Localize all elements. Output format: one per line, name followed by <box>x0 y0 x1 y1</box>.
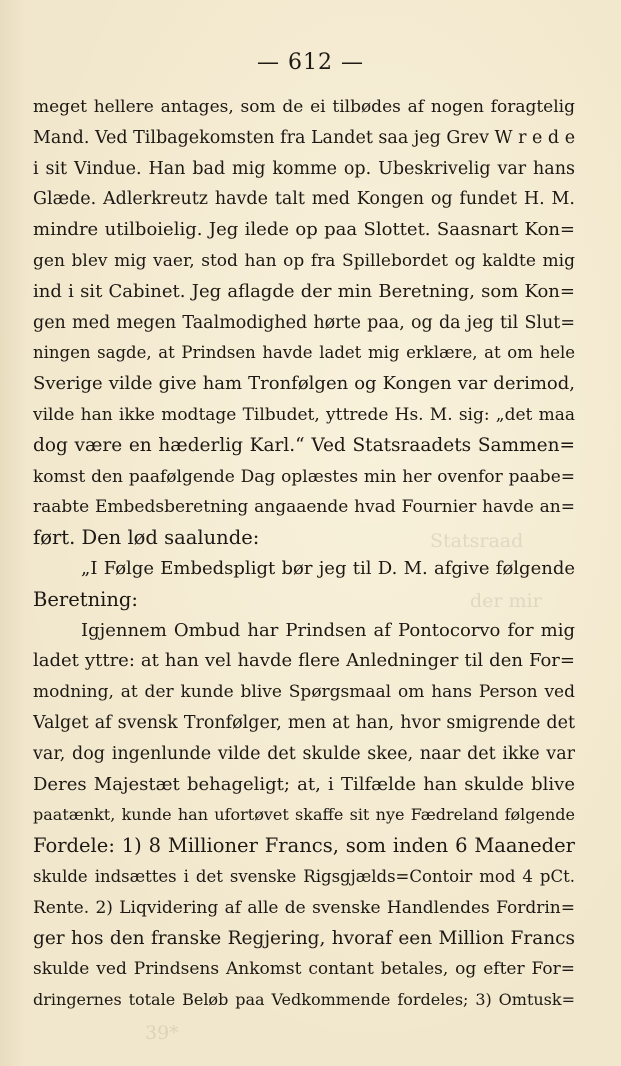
text-line: ført. Den lød saalunde: <box>33 526 260 550</box>
text-line: ningen sagde, at Prindsen havde ladet mig erklære, at om hele <box>33 343 575 363</box>
text-line: komst den paafølgende Dag oplæstes min her ovenfor paabe= <box>33 466 575 487</box>
text-line: ladet yttre: at han vel havde flere Anledninger til den For= <box>33 650 575 672</box>
text-line: mindre utilboielig. Jeg ilede op paa Slottet. Saasnart Kon= <box>33 219 575 241</box>
show-through-text: der mir <box>470 590 542 612</box>
text-line: vilde han ikke modtage Tilbudet, yttrede Hs. M. sig: „det maa <box>33 404 575 425</box>
text-line: skulde ved Prindsens Ankomst contant betales, og efter For= <box>33 959 575 980</box>
text-line: dog være en hæderlig Karl.“ Ved Statsraadets Sammen= <box>33 434 575 456</box>
text-line: ger hos den franske Regjering, hvoraf een Million Francs <box>33 927 575 949</box>
text-line: Deres Majestæt behageligt; at, i Tilfælde han skulde blive <box>33 773 575 795</box>
body-text <box>33 92 575 1016</box>
show-through-text: Statsraad <box>430 530 524 552</box>
text-line: dringernes totale Beløb paa Vedkommende fordeles; 3) Omtusk= <box>33 990 575 1010</box>
text-line: gen med megen Taalmodighed hørte paa, og da jeg til Slut= <box>33 312 575 333</box>
text-line: raabte Embedsberetning angaaende hvad Fournier havde an= <box>33 497 575 518</box>
show-through-text: 39* <box>145 1022 179 1044</box>
text-line: gen blev mig vaer, stod han op fra Spillebordet og kaldte mig <box>33 250 575 271</box>
text-line: skulde indsættes i det svenske Rigsgjælds=Contoir mod 4 pCt. <box>33 866 575 886</box>
text-line: meget hellere antages, som de ei tilbødes af nogen foragtelig <box>33 97 575 117</box>
text-line: „I Følge Embedspligt bør jeg til D. M. afgive følgende <box>81 557 575 579</box>
text-line: i sit Vindue. Han bad mig komme op. Ubeskrivelig var hans <box>33 158 575 179</box>
text-line: Sverige vilde give ham Tronfølgen og Kongen var derimod, <box>33 373 575 395</box>
text-line: Igjennem Ombud har Prindsen af Pontocorvo for mig <box>81 619 575 641</box>
text-line: Beretning: <box>33 587 138 611</box>
text-line: Valget af svensk Tronfølger, men at han, hvor smigrende det <box>33 712 575 733</box>
page-number: — 612 — <box>257 50 364 75</box>
text-line: ind i sit Cabinet. Jeg aflagde der min Beretning, som Kon= <box>33 280 575 302</box>
text-line: Mand. Ved Tilbagekomsten fra Landet saa jeg Grev W r e d e <box>33 127 575 148</box>
text-line: paatænkt, kunde han ufortøvet skaffe sit nye Fædreland følgende <box>33 805 575 825</box>
text-line: Fordele: 1) 8 Millioner Francs, som inden 6 Maaneder <box>33 834 575 858</box>
text-line: var, dog ingenlunde vilde det skulde skee, naar det ikke var <box>33 743 575 764</box>
text-line: modning, at der kunde blive Spørgsmaal om hans Person ved <box>33 682 575 703</box>
text-line: Rente. 2) Liqvidering af alle de svenske Handlendes Fordrin= <box>33 897 575 918</box>
text-line: Glæde. Adlerkreutz havde talt med Kongen og fundet H. M. <box>33 189 575 210</box>
